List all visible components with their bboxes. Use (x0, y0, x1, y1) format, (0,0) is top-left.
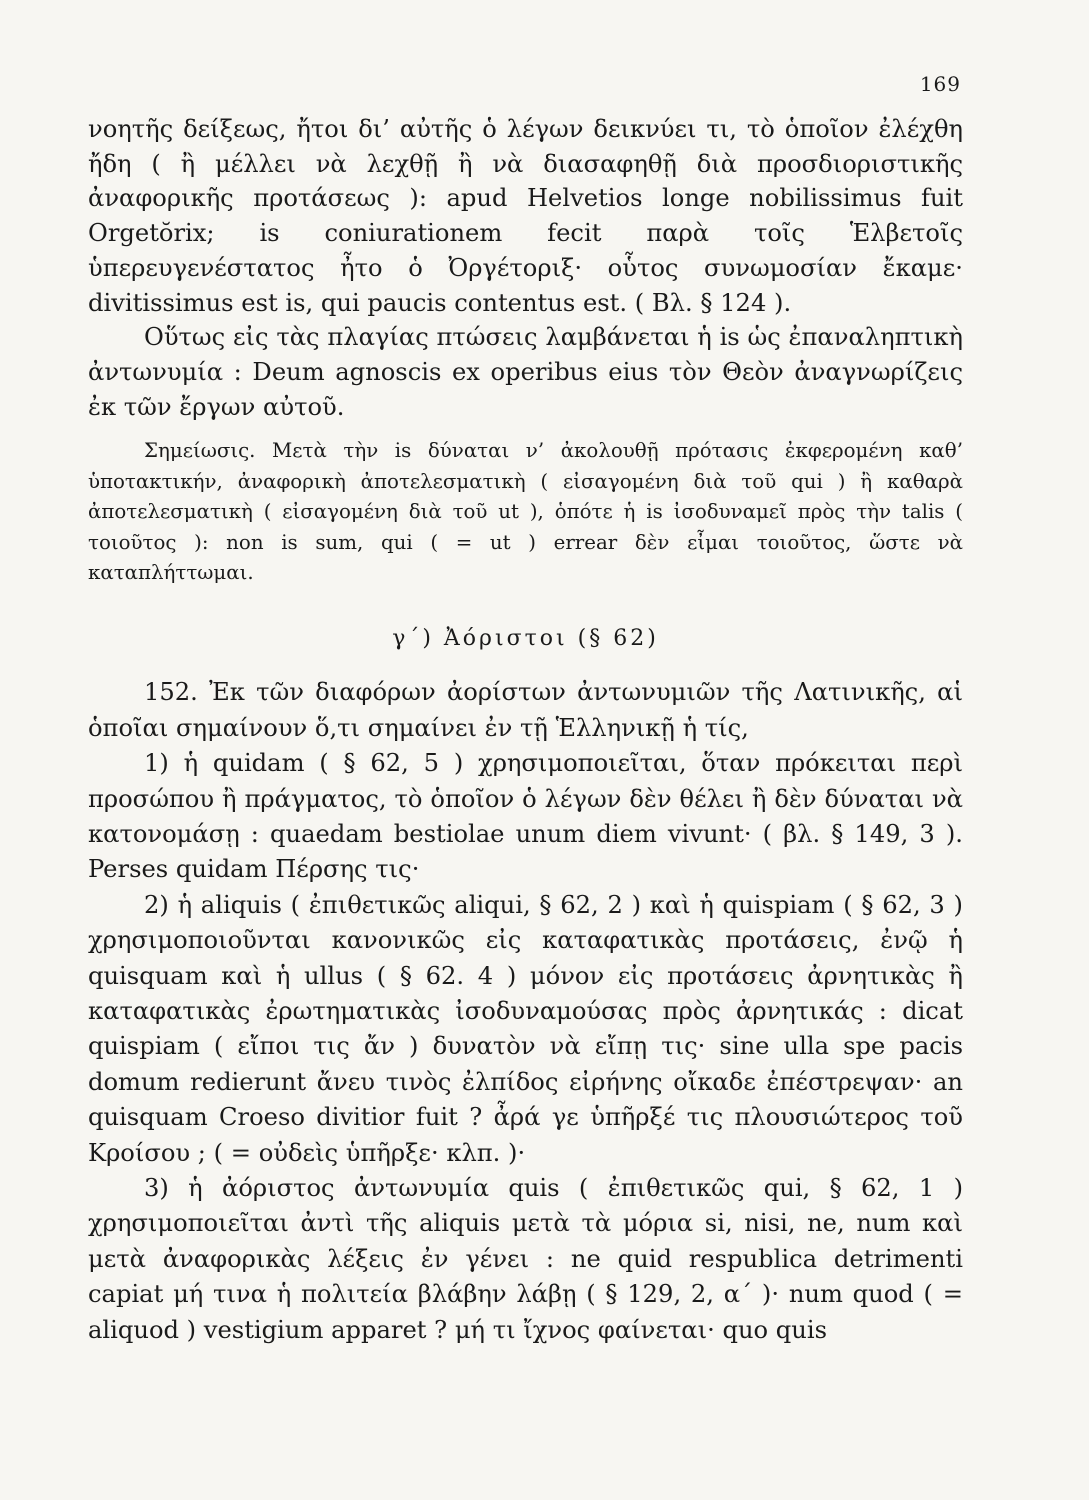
section-152-intro: 152. Ἐκ τῶν διαφόρων ἀορίστων ἀντωνυμιῶν τῆς Λατινικῆς, αἱ ὁποῖαι σημαίνουν ὅ,τι σημαίνει ἐν τῇ Ἑλληνικῇ ἡ τίς, (88, 678, 963, 742)
page-number: 169 (919, 72, 961, 96)
main-text (88, 112, 963, 424)
page-body (88, 112, 963, 1348)
paragraph-1: νοητῆς δείξεως, ἤτοι δι’ αὐτῆς ὁ λέγων δεικνύει τι, τὸ ὁποῖον ἐλέχθη ἤδη ( ἢ μέλλει νὰ λεχθῇ ἢ νὰ διασαφηθῇ διὰ προσδιοριστικῆς ἀναφορικῆς προτάσεως ): apud Helvetios longe nobilissimus fuit Orgetŏrix; is coniurationem fecit παρὰ τοῖς Ἑλβετοῖς ὑπερευγενέστατος ἦτο ὁ Ὀργέτοριξ· οὗτος συνωμοσίαν ἔκαμε· divitissimus est is, qui paucis contentus est. ( Βλ. § 124 ). (88, 115, 963, 317)
section-152 (88, 675, 963, 1348)
section-heading: γ΄) Ἀόριστοι (§ 62) (392, 626, 659, 652)
list-item-3: 3) ἡ ἀόριστος ἀντωνυμία quis ( ἐπιθετικῶς qui, § 62, 1 ) χρησιμοποιεῖται ἀντὶ τῆς aliquis μετὰ τὰ μόρια si, nisi, ne, num καὶ μετὰ ἀναφορικὰς λέξεις ἐν γένει : ne quid respublica detrimenti capiat μή τινα ἡ πολιτεία βλάβην λάβῃ ( § 129, 2, α΄ )· num quod ( = aliquod ) vestigium apparet ? μή τι ἴχνος φαίνεται· quo quis (88, 1174, 963, 1344)
paragraph-2: Οὕτως εἰς τὰς πλαγίας πτώσεις λαμβάνεται ἡ is ὡς ἐπαναληπτικὴ ἀντωνυμία : Deum agnoscis ex operibus eius τὸν Θεὸν ἀναγνωρίζεις ἐκ τῶν ἔργων αὐτοῦ. (88, 323, 963, 421)
note-block (88, 436, 963, 588)
list-item-1: 1) ἡ quidam ( § 62, 5 ) χρησιμοποιεῖται, ὅταν πρόκειται περὶ προσώπου ἢ πράγματος, τὸ ὁποῖον ὁ λέγων δὲν θέλει ἢ δὲν δύναται νὰ κατονομάσῃ : quaedam bestiolae unum diem vivunt· ( βλ. § 149, 3 ). Perses quidam Πέρσης τις· (88, 749, 963, 884)
list-item-2: 2) ἡ aliquis ( ἐπιθετικῶς aliqui, § 62, 2 ) καὶ ἡ quispiam ( § 62, 3 ) χρησιμοποιοῦνται κανονικῶς εἰς καταφατικὰς προτάσεις, ἐνῷ ἡ quisquam καὶ ἡ ullus ( § 62. 4 ) μόνον εἰς προτάσεις ἀρνητικὰς ἢ καταφατικὰς ἐρωτηματικὰς ἰσοδυναμούσας πρὸς ἀρνητικάς : dicat quispiam ( εἴποι τις ἄν ) δυνατὸν νὰ εἴπῃ τις· sine ulla spe pacis domum redierunt ἄνευ τινὸς ἐλπίδος εἰρήνης οἴκαδε ἐπέστρεψαν· an quisquam Croeso divitior fuit ? ἆρά γε ὑπῆρξέ τις πλουσιώτερος τοῦ Κροίσου ; ( = οὐδεὶς ὑπῆρξε· κλπ. )· (88, 890, 963, 1167)
note-text: Σημείωσις. Μετὰ τὴν is δύναται ν’ ἀκολουθῇ πρότασις ἐκφερομένη καθ’ ὑποτακτικήν, ἀναφορικὴ ἀποτελεσματικὴ ( εἰσαγομένη διὰ τοῦ qui ) ἢ καθαρὰ ἀποτελεσματικὴ ( εἰσαγομένη διὰ τοῦ ut ), ὁπότε ἡ is ἰσοδυναμεῖ πρὸς τὴν talis ( τοιοῦτος ): non is sum, qui ( = ut ) errear δὲν εἶμαι τοιοῦτος, ὥστε νὰ καταπλήττωμαι. (88, 439, 963, 584)
